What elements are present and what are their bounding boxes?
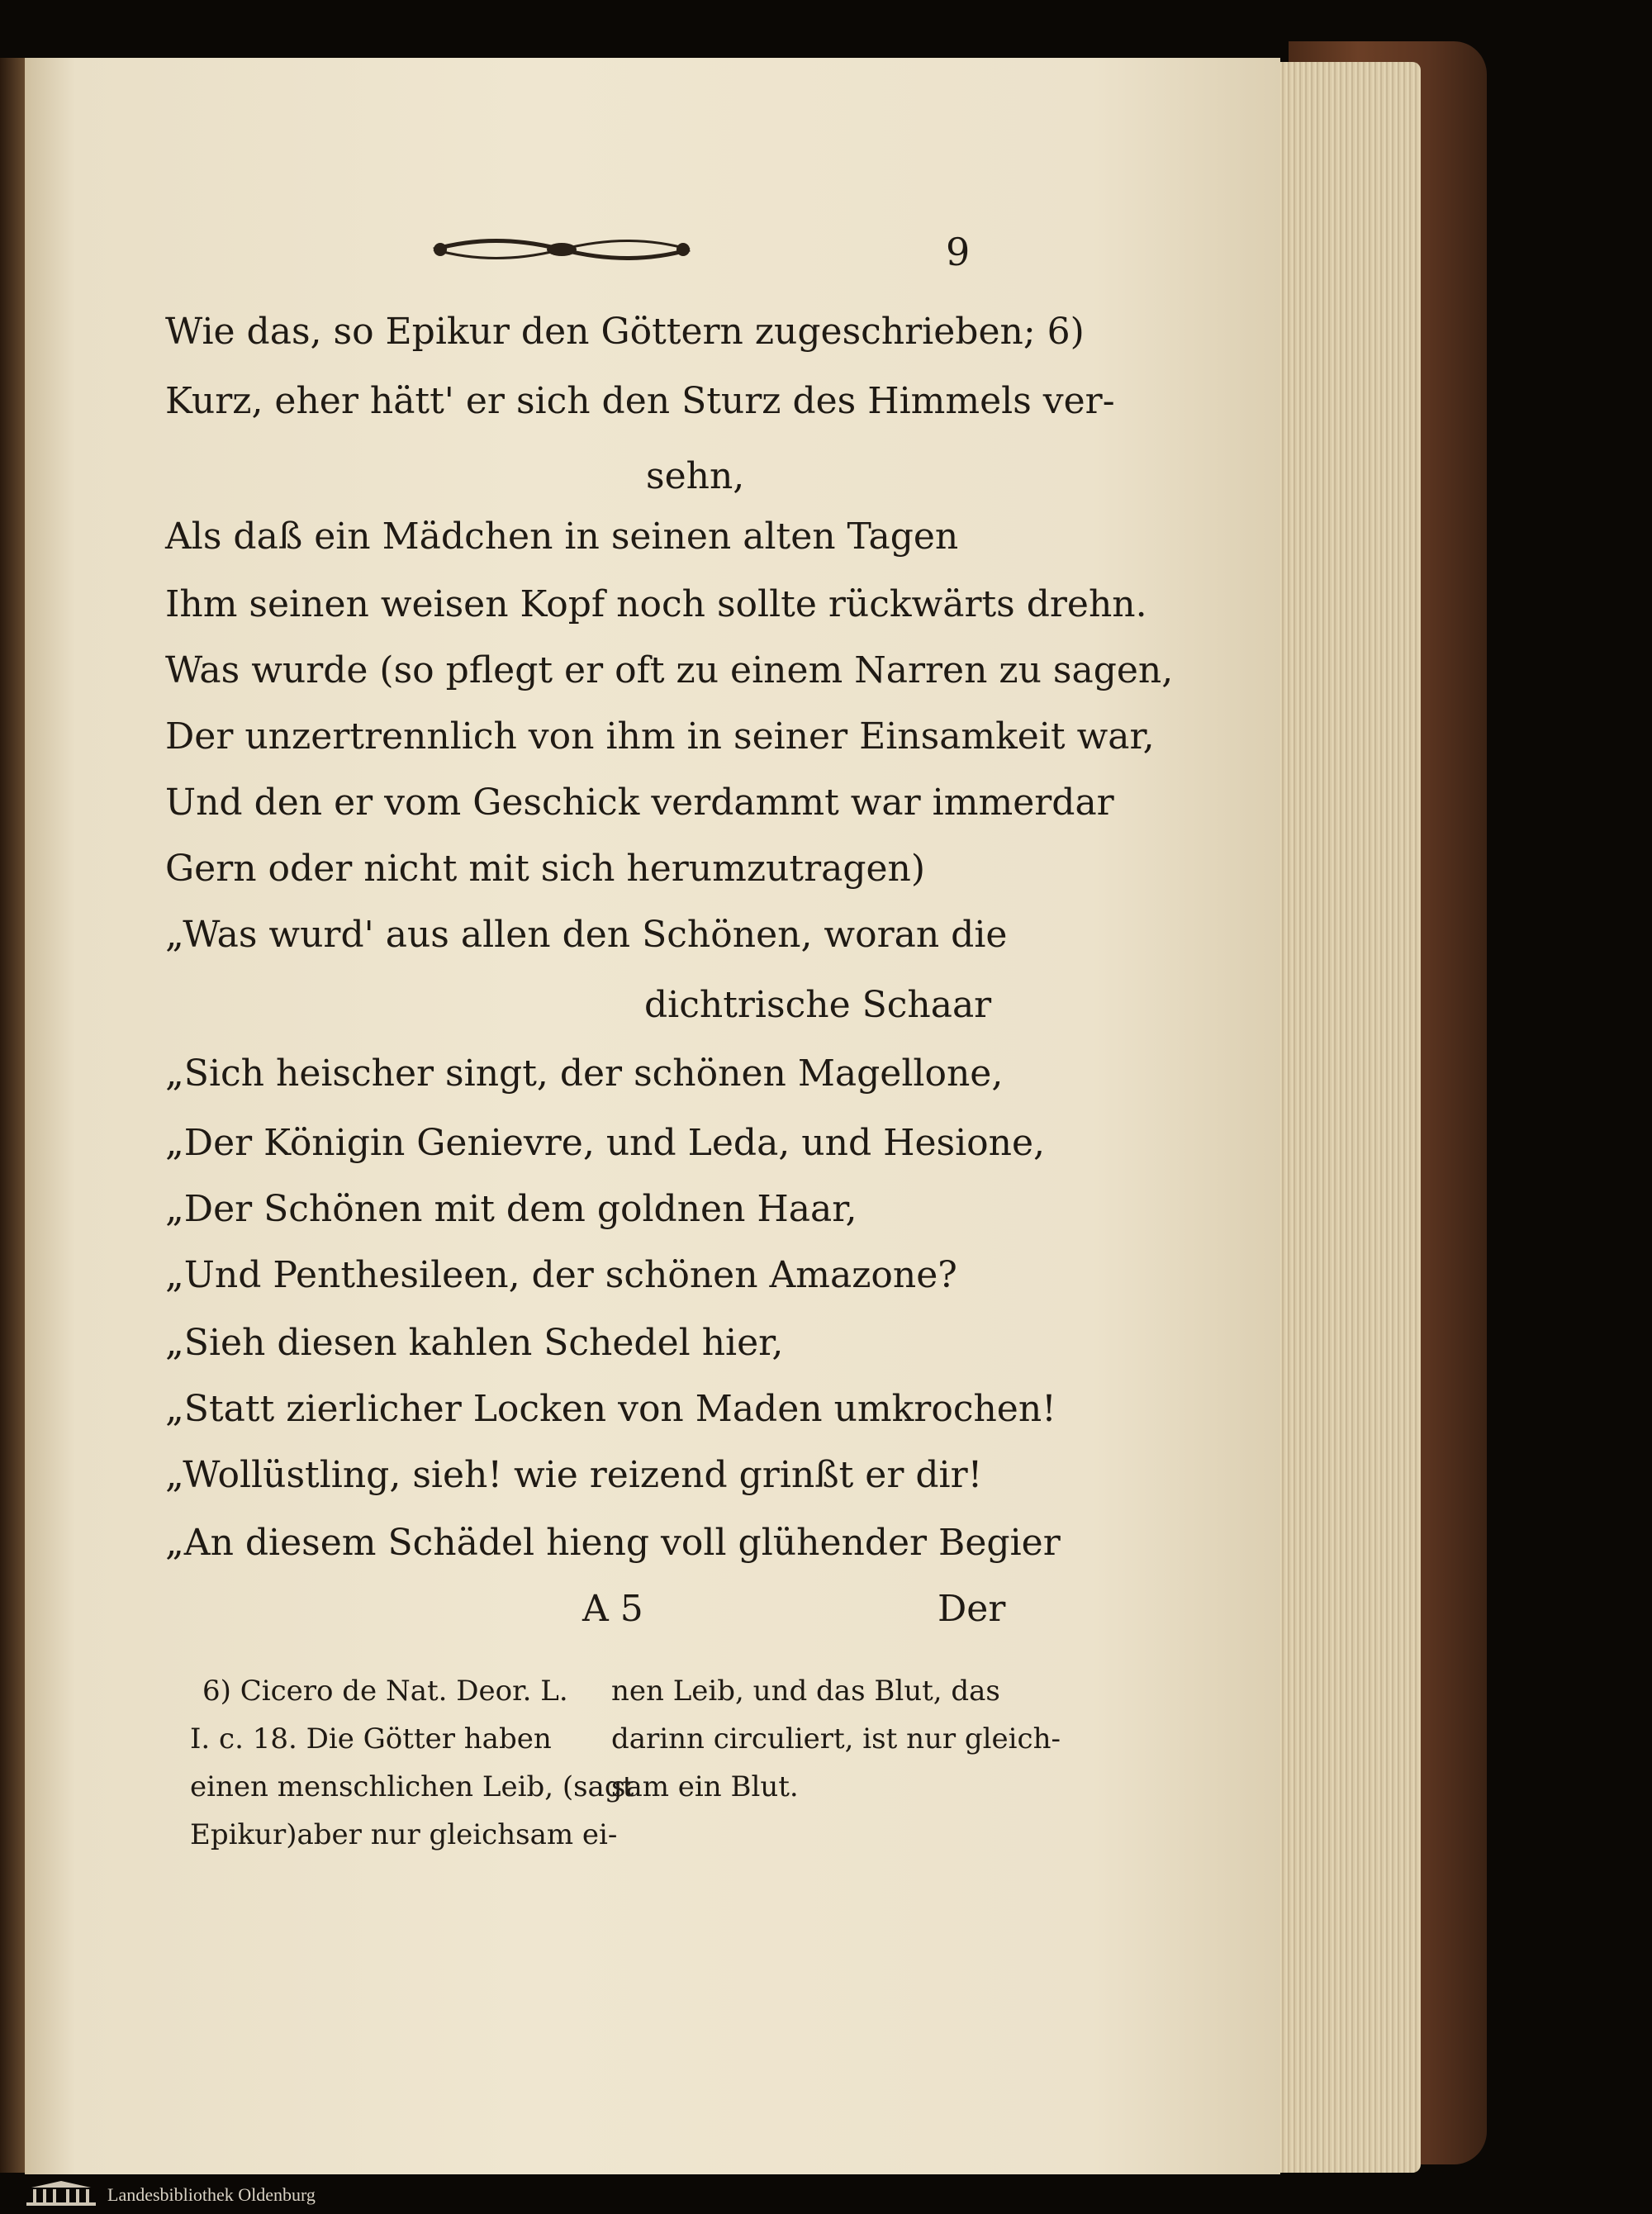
ornament-icon	[425, 231, 698, 268]
verse-line: „Wollüstling, sieh! wie reizend grinßt er dir!	[165, 1454, 983, 1496]
verse-line: dichtrische Schaar	[644, 984, 992, 1026]
footnote-line: Epikur)aber nur gleichsam ei-	[190, 1818, 618, 1851]
verse-line: „Was wurd' aus allen den Schönen, woran die	[165, 914, 1008, 956]
library-logo-icon	[25, 2179, 97, 2207]
footer-institution: Landesbibliothek Oldenburg	[107, 2184, 316, 2205]
verse-line: Der unzertrennlich von ihm in seiner Einsamkeit war,	[165, 715, 1155, 758]
verse-line: „An diesem Schädel hieng voll glühender Begier	[165, 1522, 1061, 1564]
signature-mark: A 5	[582, 1588, 643, 1630]
footnote-line: sam ein Blut.	[611, 1770, 799, 1803]
verse-line: Und den er vom Geschick verdammt war immerdar	[165, 782, 1114, 824]
verse-line: Wie das, so Epikur den Göttern zugeschrieben; 6)	[165, 311, 1085, 353]
footnote-line: 6) Cicero de Nat. Deor. L.	[202, 1675, 568, 1708]
verse-line: „Sieh diesen kahlen Schedel hier,	[165, 1322, 784, 1364]
page-edges	[1256, 62, 1421, 2173]
verse-line: sehn,	[646, 455, 745, 497]
verse-line: Ihm seinen weisen Kopf noch sollte rückwärts drehn.	[165, 583, 1147, 625]
verse-line: „Der Königin Genievre, und Leda, und Hesione,	[165, 1122, 1046, 1164]
footnote-line: darinn circuliert, ist nur gleich-	[611, 1722, 1061, 1756]
footnote-line: nen Leib, und das Blut, das	[611, 1675, 1000, 1708]
book-page	[25, 58, 1280, 2181]
footnote-line: einen menschlichen Leib, (sagt	[190, 1770, 634, 1803]
footnote-line: I. c. 18. Die Götter haben	[190, 1722, 552, 1756]
verse-line: „Und Penthesileen, der schönen Amazone?	[165, 1254, 957, 1296]
verse-line: Kurz, eher hätt' er sich den Sturz des Himmels ver-	[165, 380, 1115, 422]
page-number: 9	[946, 230, 971, 274]
verse-line: „Sich heischer singt, der schönen Magellone,	[165, 1052, 1004, 1095]
catchword: Der	[938, 1588, 1006, 1630]
verse-line: Als daß ein Mädchen in seinen alten Tagen	[165, 515, 959, 558]
verse-line: Gern oder nicht mit sich herumzutragen)	[165, 848, 926, 890]
verse-line: „Statt zierlicher Locken von Maden umkrochen!	[165, 1388, 1056, 1430]
verse-line: Was wurde (so pflegt er oft zu einem Narren zu sagen,	[165, 649, 1174, 691]
verse-line: „Der Schönen mit dem goldnen Haar,	[165, 1188, 857, 1230]
